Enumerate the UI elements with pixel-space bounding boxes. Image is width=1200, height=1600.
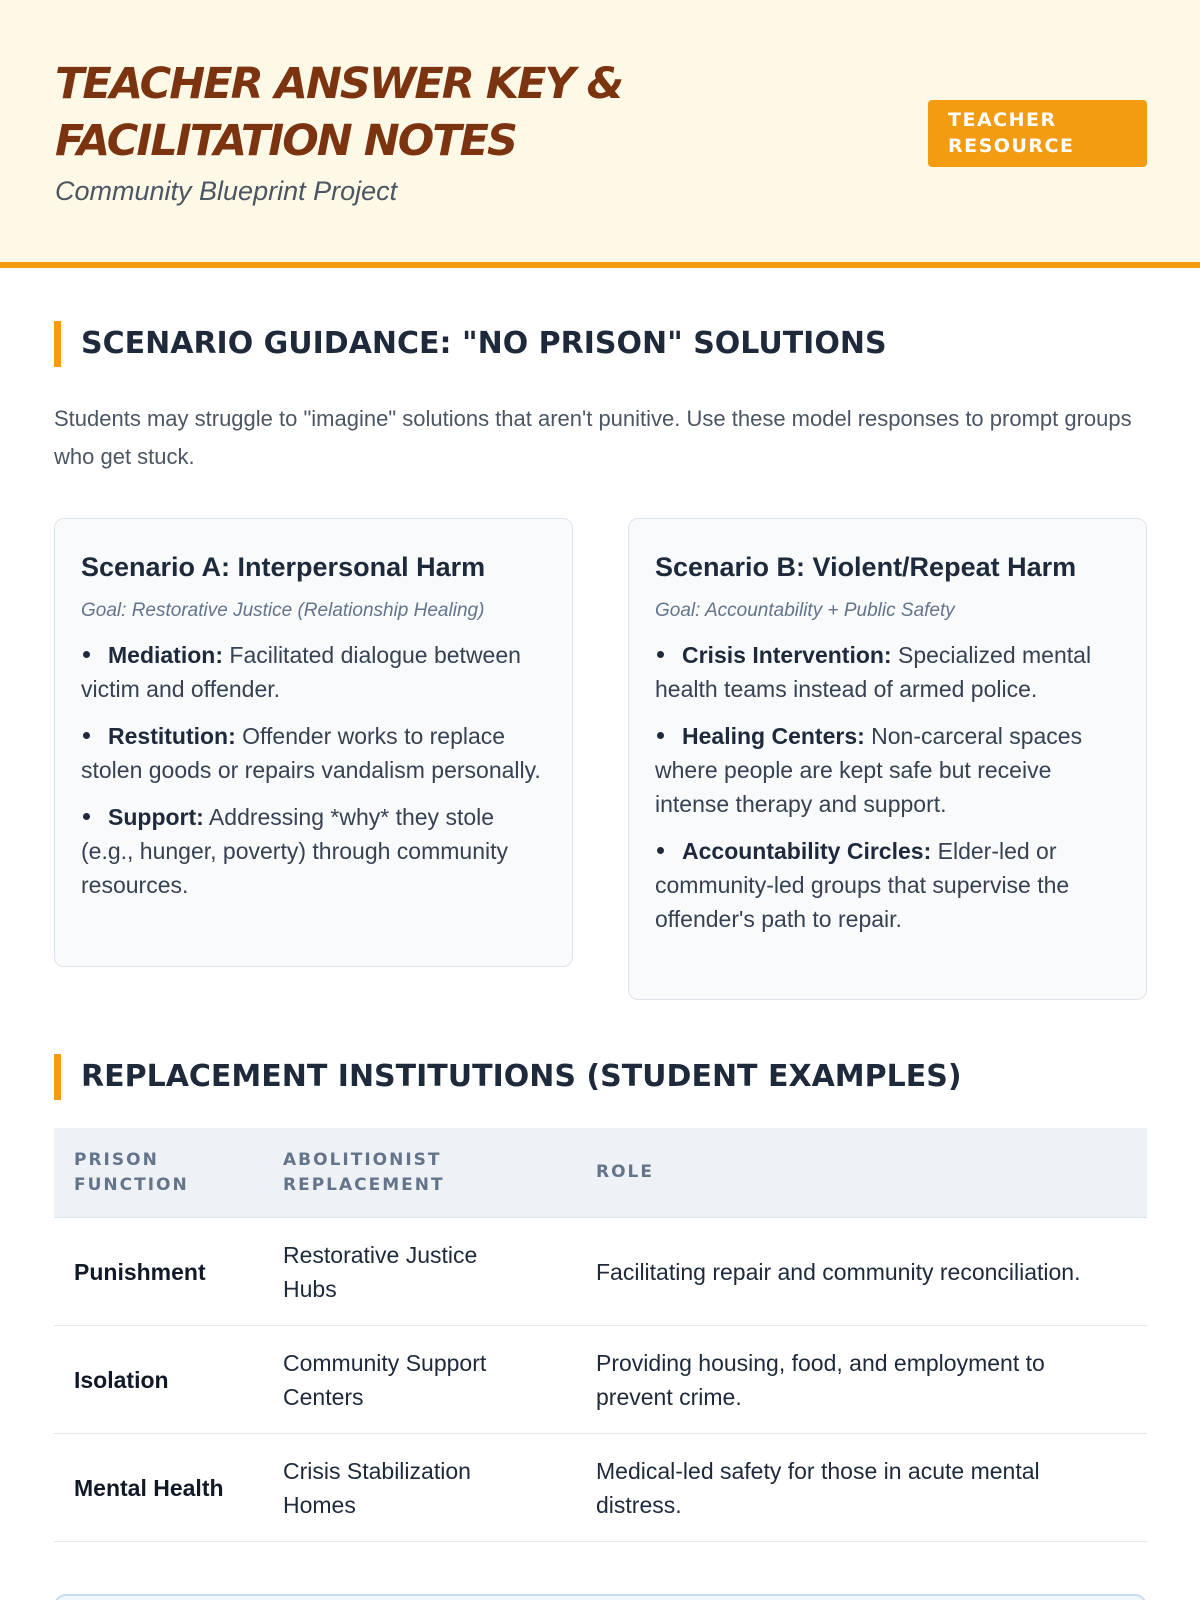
list-item — [81, 800, 546, 902]
scenario-a-list — [81, 638, 546, 902]
column-header-prison-function: PRISON FUNCTION — [74, 1150, 189, 1195]
bullet-icon — [657, 732, 664, 739]
page-header — [0, 0, 1200, 268]
cell-prison-function: Punishment — [74, 1258, 206, 1285]
bullet-icon — [83, 651, 90, 658]
list-item — [81, 719, 546, 787]
page-subtitle: Community Blueprint Project — [55, 176, 398, 206]
badge-line-1: TEACHER — [948, 109, 1057, 131]
badge-line-2: RESOURCE — [948, 135, 1075, 157]
scenario-b-card — [628, 518, 1147, 1000]
table-row — [54, 1434, 1147, 1542]
list-item-term: Crisis Intervention: — [682, 642, 892, 668]
teacher-resource-badge — [928, 100, 1147, 167]
bullet-icon — [657, 651, 664, 658]
cell-replacement: Crisis Stabilization Homes — [283, 1457, 471, 1518]
list-item-term: Restitution: — [108, 723, 236, 749]
list-item-text: Elder-led or community-led groups that supervise the offender's path to repair. — [655, 838, 1070, 932]
bullet-icon — [83, 732, 90, 739]
scenario-b-list — [655, 638, 1120, 936]
page-title-line-1: TEACHER ANSWER KEY & — [55, 59, 623, 109]
column-header-abolitionist-replacement: ABOLITIONIST REPLACEMENT — [283, 1150, 445, 1195]
scenario-a-goal: Goal: Restorative Justice (Relationship Healing) — [81, 600, 485, 621]
scenario-b-goal: Goal: Accountability + Public Safety — [655, 600, 955, 621]
list-item-term: Accountability Circles: — [682, 838, 932, 864]
next-section-box — [54, 1594, 1147, 1600]
list-item-text: Facilitated dialogue between victim and offender. — [81, 642, 521, 702]
list-item-term: Support: — [108, 804, 204, 830]
scenario-a-title: Scenario A: Interpersonal Harm — [81, 552, 486, 582]
bullet-icon — [657, 847, 664, 854]
list-item-text: Addressing *why* they stole (e.g., hunger, poverty) through community resources. — [81, 804, 508, 898]
column-header-role: ROLE — [596, 1162, 654, 1182]
list-item — [81, 638, 546, 706]
scenario-guidance-intro: Students may struggle to "imagine" solutions that aren't punitive. Use these model responses to prompt groups who get stuck. — [54, 406, 1132, 469]
page-title — [55, 56, 815, 170]
list-item — [655, 638, 1120, 706]
replacement-institutions-heading: REPLACEMENT INSTITUTIONS (STUDENT EXAMPLES) — [54, 1054, 962, 1100]
cell-role: Facilitating repair and community reconciliation. — [596, 1258, 1081, 1285]
scenario-a-card — [54, 518, 573, 967]
cell-role: Providing housing, food, and employment to prevent crime. — [596, 1349, 1045, 1410]
cell-role: Medical-led safety for those in acute mental distress. — [596, 1457, 1040, 1518]
list-item-text: Non-carceral spaces where people are kept safe but receive intense therapy and support. — [655, 723, 1083, 817]
table-header-row — [54, 1128, 1147, 1218]
cell-replacement: Restorative Justice Hubs — [283, 1241, 478, 1302]
replacement-institutions-table — [54, 1128, 1147, 1542]
cell-prison-function: Mental Health — [74, 1474, 224, 1501]
list-item-text: Offender works to replace stolen goods or repairs vandalism personally. — [81, 723, 541, 783]
page-title-line-2: FACILITATION NOTES — [55, 116, 516, 166]
list-item-term: Healing Centers: — [682, 723, 865, 749]
cell-replacement: Community Support Centers — [283, 1349, 487, 1410]
list-item-term: Mediation: — [108, 642, 223, 668]
table-row — [54, 1218, 1147, 1326]
scenario-guidance-heading: SCENARIO GUIDANCE: "NO PRISON" SOLUTIONS — [54, 321, 887, 367]
cell-prison-function: Isolation — [74, 1366, 169, 1393]
bullet-icon — [83, 813, 90, 820]
scenario-b-title: Scenario B: Violent/Repeat Harm — [655, 552, 1077, 582]
table-row — [54, 1326, 1147, 1434]
list-item-text: Specialized mental health teams instead of armed police. — [655, 642, 1092, 702]
list-item — [655, 719, 1120, 821]
list-item — [655, 834, 1120, 936]
